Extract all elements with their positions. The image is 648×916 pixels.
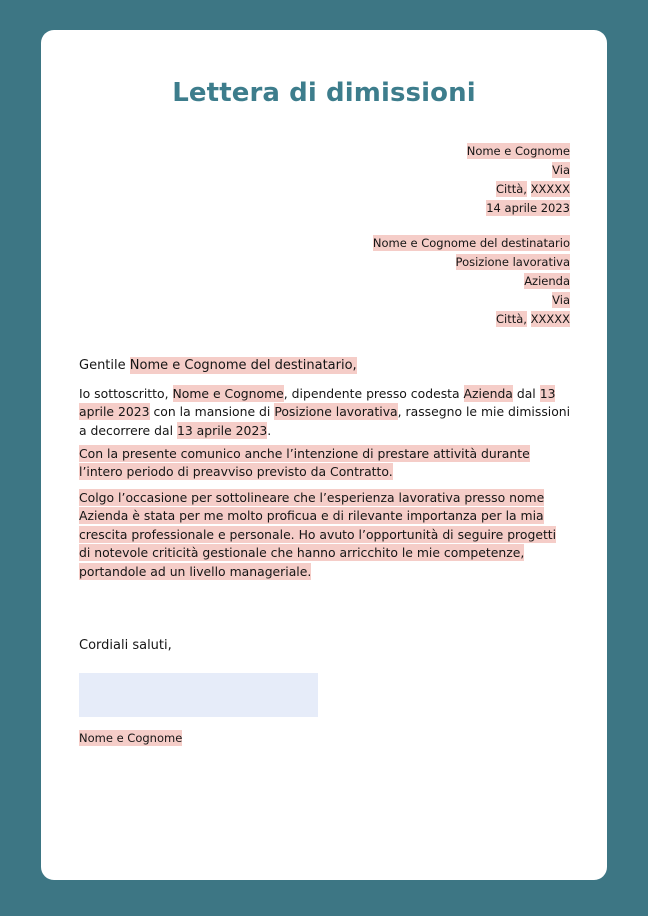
par1-seg7: con la mansione di — [149, 404, 275, 420]
sender-date-line — [467, 199, 570, 218]
sender-street[interactable]: Via — [552, 163, 570, 177]
document-card — [41, 30, 607, 880]
letter-date[interactable]: 14 aprile 2023 — [486, 201, 570, 215]
sender-city-line — [467, 180, 570, 199]
body-paragraph-1 — [79, 385, 571, 440]
recipient-city-line — [373, 310, 570, 329]
par1-employee-name[interactable]: Nome e Cognome — [172, 386, 284, 401]
signature-name-line — [79, 731, 182, 745]
recipient-street-line — [373, 291, 570, 310]
par1-seg3: , dipendente presso codesta — [283, 386, 464, 401]
recipient-position-line — [373, 253, 570, 272]
recipient-name-line — [373, 234, 570, 253]
recipient-position[interactable]: Posizione lavorativa — [455, 255, 570, 269]
recipient-zip[interactable]: XXXXX — [530, 312, 570, 326]
signature-name[interactable]: Nome e Cognome — [79, 731, 183, 745]
sender-street-line — [467, 161, 570, 180]
par2-text[interactable]: Con la presente comunico anche l’intenzione di prestare attività durante l’intero periodo di preavviso previsto da Contratto. — [79, 446, 530, 480]
par1-end-date[interactable]: 13 aprile 2023 — [176, 422, 268, 438]
recipient-company-line — [373, 272, 570, 291]
body-paragraph-2 — [79, 445, 571, 482]
salutation-recipient-placeholder[interactable]: Nome e Cognome del destinatario, — [129, 358, 357, 373]
body-paragraph-3 — [79, 489, 571, 581]
page-title: Lettera di dimissioni — [172, 78, 476, 108]
sender-name[interactable]: Nome e Cognome — [466, 144, 570, 158]
par1-seg5: dal — [512, 386, 540, 401]
salutation-line — [79, 356, 579, 375]
sender-name-line — [467, 142, 570, 161]
closing-line: Cordiali saluti, — [79, 638, 172, 653]
recipient-street[interactable]: Via — [552, 293, 570, 307]
par1-company[interactable]: Azienda — [463, 386, 513, 401]
signature-field[interactable] — [79, 673, 318, 717]
sender-zip[interactable]: XXXXX — [530, 182, 570, 196]
par3-text[interactable]: Colgo l’occasione per sottolineare che l’esperienza lavorativa presso nome Azienda è stata per me molto proficua e di rilevante importanza per la mia crescita professionale e personale. Ho avuto l’opportunità di seguire progetti di notevole criticità gestionale che hanno arricchito le mie competenze, portandole ad un livello manageriale. — [79, 490, 557, 579]
sender-city[interactable]: Città, — [495, 182, 527, 196]
recipient-city[interactable]: Città, — [495, 312, 527, 326]
salutation-prefix: Gentile — [79, 358, 130, 373]
sender-address-block — [467, 142, 570, 218]
par1-seg9: , rassegno le mie dimissioni a decorrere dal — [79, 404, 571, 438]
par1-start-date[interactable]: 13 aprile 2023 — [79, 386, 556, 420]
recipient-name[interactable]: Nome e Cognome del destinatario — [372, 236, 570, 250]
recipient-address-block — [373, 234, 570, 329]
par1-seg1: Io sottoscritto, — [79, 386, 173, 401]
par1-position[interactable]: Posizione lavorativa — [274, 404, 398, 420]
recipient-company[interactable]: Azienda — [524, 274, 570, 288]
par1-seg11: . — [267, 422, 272, 438]
